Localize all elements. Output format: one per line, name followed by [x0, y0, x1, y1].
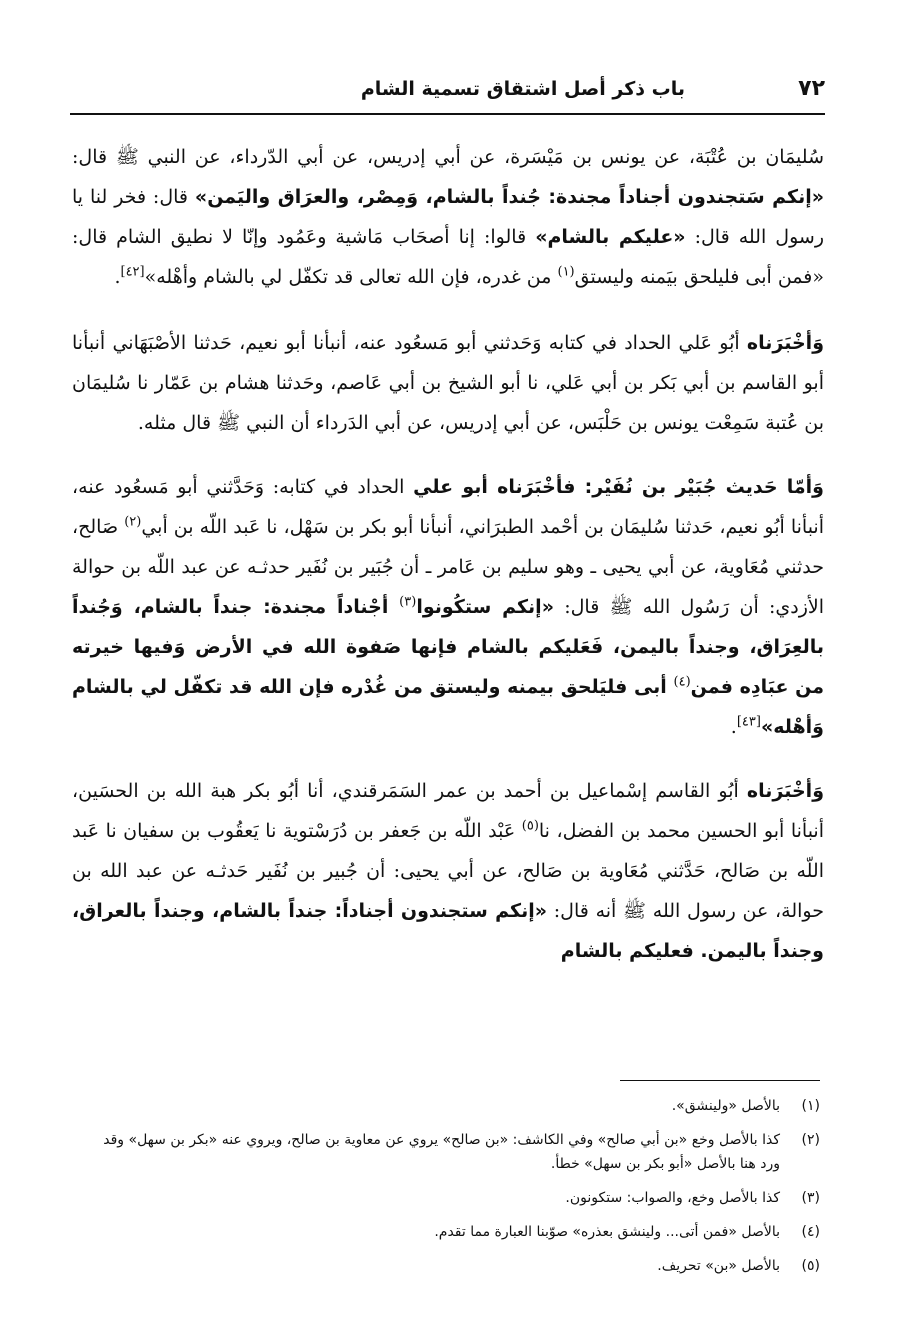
footnote-reference: (٥): [521, 818, 539, 834]
footnote-rule: [620, 1080, 820, 1081]
text-segment: صَالح، حدثني مُعَاوية، عن أبي يحيى ـ وهو سليم بن عَامر ـ أن جُبَير بن نُفَير حدثـه عن عبد اللّه بن حوالة الأزدي: أن رَسُول الله ﷺ قال:: [72, 516, 824, 618]
footnote: [90, 1254, 820, 1278]
page-header: [70, 74, 825, 110]
bold-text: «إنكم ستكُونوا: [416, 596, 554, 618]
footnote-reference: (٢): [124, 514, 142, 530]
bold-text: أبى فليَلحق بيمنه وليستق من غُدْره فإن الله قد تكفّل لي بالشام وَأهْله»: [72, 676, 824, 738]
paragraph: [72, 323, 824, 443]
bold-text: وَأخْبَرَناه: [746, 332, 824, 354]
footnote-number: (٥): [801, 1258, 820, 1274]
footnote-text: كذا بالأصل وخع، والصواب: ستكونون.: [565, 1190, 780, 1206]
footnote-text: كذا بالأصل وخع «بن أبي صالح» وفي الكاشف: «بن صالح» يروي عن معاوية بن صالح، ويروي عنه «بكر بن سهل» وقد ورد هنا بالأصل «أبو بكر بن سهل» خطأ.: [103, 1132, 780, 1172]
text-segment: من غدره، فإن الله تعالى قد تكفّل لي بالشام وأهْله»: [144, 266, 558, 288]
text-segment: الحداد في كتابه: وَحَدَّثني أبو مَسعُود عنه، أنبأنا أبُو نعيم، حَدثنا سُليمَان بن أحْمد الطبرَاني، أنبأنا أبو بكر بن سَهْل، نا عَبد اللّه بن أبي: [72, 476, 824, 538]
footnote-number: (٢): [801, 1132, 820, 1148]
main-text: [72, 137, 824, 995]
text-segment: عَبْد اللّه بن جَعفر بن دُرَسْتوية نا يَعقُوب بن سفيان نا عَبد اللّه بن صَالح، حَدَّثني مُعَاوية بن صَالح، عن أبي يحيى: أن جُبير بن نُفَير حَدثـه عن عبد الله بن حوالة، عن رسول الله ﷺ أنه قال:: [72, 820, 824, 922]
text-segment: أبُو عَلي الحداد في كتابه وَحَدثني أبو مَسعُود عنه، أنبأنا أبو نعيم، حَدثنا الأصْبَهَاني أنبأنا أبو القاسم بن أبي بَكر بن أبي عَلي، نا أبو الشيخ بن أبي عَاصم، وحَدثنا هشام بن عَمّار نا سُليمَان بن عُتبة سَمِعْت يونس بن حَلْبَس، عن أبي إدريس، عن أبي الدَرداء أن النبي ﷺ قال مثله.: [72, 332, 824, 434]
footnote: [90, 1128, 820, 1176]
bold-text: «إنكم سَتجندون أجناداً مجندة: جُنداً بالشام، وَمِصْر، والعرَاق واليَمن»: [194, 186, 824, 208]
bold-text: «عليكم بالشام»: [535, 226, 686, 248]
header-rule: [70, 113, 825, 115]
text-segment: سُليمَان بن عُتْبَة، عن يونس بن مَيْسَرة، عن أبي إدريس، عن أبي الدّرداء، عن النبي ﷺ قال:: [72, 146, 824, 168]
footnote-number: (١): [801, 1098, 820, 1114]
text-segment: .: [730, 716, 737, 738]
footnote: [90, 1094, 820, 1118]
footnote-reference: [٤٢]: [120, 264, 145, 280]
bold-text: أجْناداً مجندة: جنداً بالشام، وَجُنداً بالعِرَاق، وجنداً باليمن، فَعَليكم بالشام فإنها صَفوة الله في الأرض وَفيها خيرته من عبَادِه فمن: [72, 596, 824, 698]
footnote: [90, 1186, 820, 1210]
footnote-number: (٤): [801, 1224, 820, 1240]
footnote-reference: [٤٣]: [736, 714, 761, 730]
paragraph: [72, 467, 824, 747]
text-segment: .: [114, 266, 121, 288]
paragraph: [72, 771, 824, 971]
bold-text: «إنكم ستجندون أجناداً: جنداً بالشام، وجنداً بالعراق، وجنداً باليمن. فعليكم بالشام: [72, 900, 824, 962]
bold-text: وَأخْبَرَناه: [746, 780, 824, 802]
footnote-text: بالأصل «فمن أتى... ولينشق بعذره» صوّبنا العبارة مما تقدم.: [434, 1224, 780, 1240]
paragraph: [72, 137, 824, 297]
footnote-number: (٣): [801, 1190, 820, 1206]
footnote-reference: (٤): [673, 674, 691, 690]
page-number: ٧٢: [798, 76, 825, 101]
text-segment: قالوا: إنا أصحَاب مَاشية وعَمُود وإنّا لا نطيق الشام قال: «فمن أبى فليلحق بيَمنه وليستق: [72, 226, 824, 288]
footnote-reference: (٣): [399, 594, 417, 610]
footnote: [90, 1220, 820, 1244]
bold-text: وَأمّا حَديث جُبَيْر بن نُفَيْر: فأخْبَرَناه أبو علي: [413, 476, 824, 498]
footnote-reference: (١): [557, 264, 575, 280]
text-segment: قال: فخر لنا يا رسول الله قال:: [72, 186, 824, 248]
footnote-text: بالأصل «بن» تحريف.: [657, 1258, 780, 1274]
footnote-text: بالأصل «ولينشق».: [671, 1098, 780, 1114]
running-title: باب ذكر أصل اشتقاق تسمية الشام: [360, 78, 685, 100]
text-segment: أبُو القاسم إسْماعيل بن أحمد بن عمر السَمَرقندي، أنا أبُو بكر هبة الله بن الحسَين، أنبأنا أبو الحسين محمد بن الفضل، نا: [72, 780, 824, 842]
footnotes: [90, 1094, 820, 1288]
